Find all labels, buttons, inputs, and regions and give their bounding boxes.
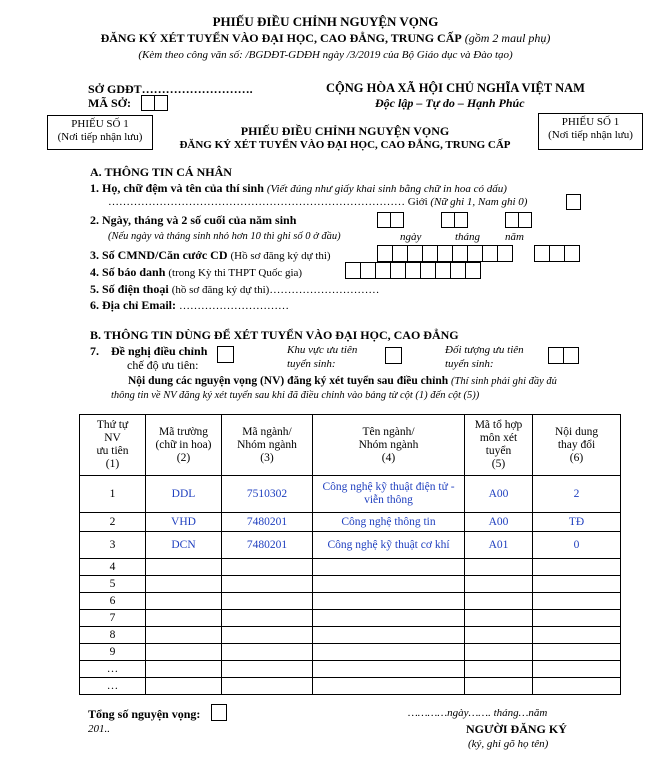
sbd-boxes[interactable] bbox=[345, 262, 481, 279]
ma-so-boxes[interactable] bbox=[141, 95, 168, 111]
item-1-dots[interactable] bbox=[108, 196, 527, 208]
cell-ma-truong[interactable]: DCN bbox=[146, 532, 222, 559]
cell-noi-dung[interactable]: 0 bbox=[533, 532, 621, 559]
section-a-heading: A. THÔNG TIN CÁ NHÂN bbox=[90, 165, 232, 179]
content-note-2: thông tin về NV đăng ký xét tuyển sau khi đã điều chỉnh vào bảng từ cột (1) đến cột (5)) bbox=[111, 390, 480, 401]
table-row bbox=[80, 559, 621, 576]
day-boxes[interactable] bbox=[377, 212, 404, 228]
col-header-line: (1) bbox=[105, 458, 120, 470]
cell-ma-nganh[interactable] bbox=[222, 593, 313, 610]
cell-to-hop[interactable] bbox=[465, 576, 533, 593]
cell-thu-tu[interactable]: 3 bbox=[80, 532, 146, 559]
item-3-label: 3. Số CMND/Căn cước CD bbox=[90, 248, 228, 262]
cell-ma-nganh[interactable] bbox=[222, 661, 313, 678]
col-header-line: Mã tổ hợp bbox=[474, 419, 523, 431]
cell-noi-dung[interactable]: 2 bbox=[533, 476, 621, 513]
date-line: …………ngày……. tháng…năm bbox=[408, 707, 548, 719]
cell-thu-tu[interactable]: … bbox=[80, 678, 146, 695]
day-label: ngày bbox=[400, 231, 422, 243]
so-gddt: SỞ GDĐT………………………. bbox=[88, 82, 253, 96]
cell-to-hop[interactable]: A01 bbox=[465, 532, 533, 559]
cell-ma-nganh[interactable] bbox=[222, 576, 313, 593]
phieu-so-left-line1: PHIẾU SỐ 1 bbox=[71, 118, 129, 130]
item-5 bbox=[90, 282, 379, 297]
item-7-num: 7. bbox=[90, 344, 99, 358]
cell-ma-truong[interactable] bbox=[146, 627, 222, 644]
col-header-line: Tên ngành/ bbox=[362, 425, 415, 438]
nguyen-vong-table bbox=[79, 414, 621, 695]
col-header-line: thay đổi bbox=[557, 438, 596, 451]
col-header-ten-nganh bbox=[313, 415, 465, 476]
content-note-1: (Thí sinh phải ghi đầy đủ bbox=[451, 376, 557, 387]
item-1-dots-text: ……………………………………………………………………… Giới bbox=[108, 196, 428, 208]
content-label: Nội dung các nguyện vọng (NV) đăng ký xét tuyển sau điều chỉnh bbox=[128, 375, 449, 387]
ma-so-label: MÃ SỞ: bbox=[88, 96, 131, 110]
doi-tuong-label-1: Đối tượng ưu tiên bbox=[445, 344, 524, 356]
cell-ten-nganh[interactable]: Công nghệ thông tin bbox=[313, 513, 465, 532]
header-subtitle bbox=[0, 31, 651, 46]
col-header-line: (6) bbox=[569, 451, 584, 464]
phieu-so-right-line2: (Nơi tiếp nhận lưu) bbox=[548, 129, 633, 141]
table-row bbox=[80, 513, 621, 532]
cell-noi-dung[interactable] bbox=[533, 644, 621, 661]
cell-thu-tu[interactable]: 2 bbox=[80, 513, 146, 532]
table-row bbox=[80, 593, 621, 610]
cell-ma-nganh[interactable]: 7510302 bbox=[222, 476, 313, 513]
col-header-line: môn xét bbox=[479, 432, 518, 444]
cell-thu-tu[interactable]: 9 bbox=[80, 644, 146, 661]
cell-ten-nganh[interactable] bbox=[313, 610, 465, 627]
cell-to-hop[interactable] bbox=[465, 661, 533, 678]
cell-ma-nganh[interactable] bbox=[222, 627, 313, 644]
cell-to-hop[interactable]: A00 bbox=[465, 513, 533, 532]
cell-to-hop[interactable] bbox=[465, 644, 533, 661]
table-body bbox=[80, 476, 621, 695]
col-header-line: Nhóm ngành bbox=[358, 438, 419, 451]
item-6 bbox=[90, 298, 289, 313]
item-1-label: 1. Họ, chữ đệm và tên của thí sinh bbox=[90, 181, 264, 195]
phieu-so-left-line2: (Nơi tiếp nhận lưu) bbox=[57, 131, 143, 143]
col-header-line: Nhóm ngành bbox=[237, 438, 297, 451]
uu-tien-box[interactable] bbox=[217, 346, 234, 363]
item-5-label: 5. Số điện thoại bbox=[90, 282, 169, 296]
cell-noi-dung[interactable] bbox=[533, 678, 621, 695]
cell-ten-nganh[interactable]: Công nghệ kỹ thuật cơ khí bbox=[313, 532, 465, 559]
cell-noi-dung[interactable] bbox=[533, 610, 621, 627]
form-title-1: PHIẾU ĐIỀU CHỈNH NGUYỆN VỌNG bbox=[240, 124, 450, 138]
total-box[interactable] bbox=[211, 704, 227, 721]
header-subtitle-note: (gồm 2 maul phụ) bbox=[464, 31, 551, 45]
cell-ma-truong[interactable] bbox=[146, 610, 222, 627]
col-header-line: (4) bbox=[381, 451, 396, 464]
cell-ten-nganh[interactable]: Công nghệ kỹ thuật điện tử - viễn thông bbox=[313, 476, 465, 513]
cell-ma-nganh[interactable] bbox=[222, 644, 313, 661]
cell-noi-dung[interactable] bbox=[533, 661, 621, 678]
cell-thu-tu[interactable]: 5 bbox=[80, 576, 146, 593]
phieu-so-right bbox=[538, 113, 643, 150]
header-title: PHIẾU ĐIỀU CHỈNH NGUYỆN VỌNG bbox=[212, 14, 439, 29]
phieu-so-right-line1: PHIẾU SỐ 1 bbox=[561, 116, 620, 128]
cell-ma-truong[interactable] bbox=[146, 559, 222, 576]
cell-thu-tu[interactable]: 4 bbox=[80, 559, 146, 576]
col-header-ma-truong bbox=[146, 415, 222, 476]
cell-ma-nganh[interactable] bbox=[222, 610, 313, 627]
col-header-thu-tu bbox=[80, 415, 146, 476]
cell-ma-truong[interactable] bbox=[146, 644, 222, 661]
cell-ten-nganh[interactable] bbox=[313, 593, 465, 610]
cell-ma-nganh[interactable]: 7480201 bbox=[222, 513, 313, 532]
item-4-note: (trong Kỳ thi THPT Quốc gia) bbox=[168, 267, 303, 279]
cell-noi-dung[interactable]: TĐ bbox=[533, 513, 621, 532]
item-6-dots: ………………………… bbox=[179, 300, 289, 312]
col-header-line: (2) bbox=[176, 451, 191, 464]
cell-ma-nganh[interactable]: 7480201 bbox=[222, 532, 313, 559]
cell-noi-dung[interactable] bbox=[533, 559, 621, 576]
table-row bbox=[80, 610, 621, 627]
table-row bbox=[80, 627, 621, 644]
year-boxes[interactable] bbox=[505, 212, 532, 228]
cmnd-boxes[interactable] bbox=[377, 245, 513, 262]
item-7-label-1: Đề nghị điều chỉnh bbox=[111, 344, 208, 358]
table-header-row bbox=[80, 415, 621, 476]
republic-name: CỘNG HÒA XÃ HỘI CHỦ NGHĨA VIỆT NAM bbox=[326, 81, 585, 95]
item-2-note: (Nếu ngày và tháng sinh nhỏ hơn 10 thì ghi số 0 ở đầu) bbox=[108, 231, 341, 242]
item-4-label: 4. Số báo danh bbox=[90, 265, 166, 279]
table-row bbox=[80, 532, 621, 559]
cell-ten-nganh[interactable] bbox=[313, 576, 465, 593]
item-2-label: 2. Ngày, tháng và 2 số cuối của năm sinh bbox=[90, 213, 297, 227]
cell-ten-nganh[interactable] bbox=[313, 661, 465, 678]
cell-ma-truong[interactable]: DDL bbox=[146, 476, 222, 513]
cell-thu-tu[interactable]: 8 bbox=[80, 627, 146, 644]
signer-note: (ký, ghi gõ họ tên) bbox=[468, 738, 549, 750]
col-header-line: (5) bbox=[491, 458, 506, 470]
cell-ma-truong[interactable] bbox=[146, 661, 222, 678]
item-4 bbox=[90, 265, 302, 280]
doi-tuong-boxes[interactable] bbox=[548, 347, 579, 364]
cell-thu-tu[interactable]: … bbox=[80, 661, 146, 678]
cell-to-hop[interactable]: A00 bbox=[465, 476, 533, 513]
item-1 bbox=[90, 181, 507, 196]
cell-ma-nganh[interactable] bbox=[222, 678, 313, 695]
content-line-1 bbox=[128, 375, 557, 387]
table-row bbox=[80, 576, 621, 593]
khu-vuc-label-2: tuyển sinh: bbox=[287, 358, 336, 370]
item-3 bbox=[90, 248, 331, 263]
section-b-heading: B. THÔNG TIN DÙNG ĐỂ XÉT TUYỂN VÀO ĐẠI HỌC, CAO ĐẲNG bbox=[90, 328, 459, 342]
cell-to-hop[interactable] bbox=[465, 559, 533, 576]
cell-ma-truong[interactable] bbox=[146, 678, 222, 695]
total-label: Tổng số nguyện vọng: bbox=[88, 707, 201, 721]
table-row bbox=[80, 476, 621, 513]
col-header-line: Mã trường bbox=[158, 425, 209, 438]
cell-noi-dung[interactable] bbox=[533, 576, 621, 593]
month-boxes[interactable] bbox=[441, 212, 468, 228]
cell-thu-tu[interactable]: 6 bbox=[80, 593, 146, 610]
cell-thu-tu[interactable]: 7 bbox=[80, 610, 146, 627]
doi-tuong-label-2: tuyển sinh: bbox=[445, 358, 494, 370]
cell-ten-nganh[interactable] bbox=[313, 644, 465, 661]
col-header-line: Thứ tự bbox=[96, 419, 129, 431]
cell-to-hop[interactable] bbox=[465, 610, 533, 627]
col-header-line: (3) bbox=[260, 451, 274, 464]
header-subtitle-text: ĐĂNG KÝ XÉT TUYỂN VÀO ĐẠI HỌC, CAO ĐẲNG, TRUNG CẤP bbox=[100, 31, 462, 45]
col-header-line: NV bbox=[104, 432, 121, 444]
gender-box[interactable] bbox=[566, 194, 581, 210]
cell-to-hop[interactable] bbox=[465, 678, 533, 695]
signer-title: NGƯỜI ĐĂNG KÝ bbox=[466, 722, 567, 736]
item-7-label-2: chế độ ưu tiên: bbox=[127, 358, 199, 372]
table-row bbox=[80, 678, 621, 695]
cell-ma-nganh[interactable] bbox=[222, 559, 313, 576]
national-motto: Độc lập – Tự do – Hạnh Phúc bbox=[375, 96, 525, 110]
khu-vuc-label-1: Khu vực ưu tiên bbox=[287, 344, 358, 356]
item-6-label: 6. Địa chỉ Email: bbox=[90, 298, 176, 312]
item-5-note: (hồ sơ đăng ký dự thi)………………………… bbox=[171, 284, 380, 296]
cell-ten-nganh[interactable] bbox=[313, 678, 465, 695]
cell-ma-truong[interactable] bbox=[146, 593, 222, 610]
form-title-2: ĐĂNG KÝ XÉT TUYỂN VÀO ĐẠI HỌC, CAO ĐẲNG, TRUNG CẤP bbox=[179, 139, 511, 151]
col-header-line: Nội dung bbox=[554, 425, 599, 438]
col-header-noi-dung bbox=[533, 415, 621, 476]
cell-ma-truong[interactable] bbox=[146, 576, 222, 593]
cell-to-hop[interactable] bbox=[465, 593, 533, 610]
col-header-line: tuyển bbox=[485, 445, 512, 457]
cmnd-extra-boxes[interactable] bbox=[534, 245, 580, 262]
col-header-line: ưu tiên bbox=[96, 445, 129, 457]
month-label: tháng bbox=[455, 231, 481, 243]
header-reference: (Kèm theo công văn số: /BGDĐT-GDĐH ngày /3/2019 của Bộ Giáo dục và Đào tạo) bbox=[138, 49, 513, 61]
phieu-so-left bbox=[47, 115, 153, 150]
cell-ten-nganh[interactable] bbox=[313, 559, 465, 576]
year-label: năm bbox=[505, 231, 524, 243]
col-header-to-hop bbox=[465, 415, 533, 476]
gender-note: (Nữ ghi 1, Nam ghi 0) bbox=[430, 196, 528, 208]
table-row bbox=[80, 644, 621, 661]
khu-vuc-box[interactable] bbox=[385, 347, 402, 364]
cell-to-hop[interactable] bbox=[465, 627, 533, 644]
item-3-note: (Hồ sơ đăng ký dự thi) bbox=[230, 250, 331, 262]
col-header-line: Mã ngành/ bbox=[242, 425, 292, 438]
year-prefix: 201.. bbox=[88, 723, 110, 735]
cell-noi-dung[interactable] bbox=[533, 627, 621, 644]
table-row bbox=[80, 661, 621, 678]
col-header-line: (chữ in hoa) bbox=[155, 438, 212, 451]
item-1-note: (Viết đúng như giấy khai sinh bằng chữ in hoa có dấu) bbox=[266, 183, 507, 195]
cell-ma-truong[interactable]: VHD bbox=[146, 513, 222, 532]
col-header-ma-nganh bbox=[222, 415, 313, 476]
cell-ten-nganh[interactable] bbox=[313, 627, 465, 644]
cell-noi-dung[interactable] bbox=[533, 593, 621, 610]
cell-thu-tu[interactable]: 1 bbox=[80, 476, 146, 513]
